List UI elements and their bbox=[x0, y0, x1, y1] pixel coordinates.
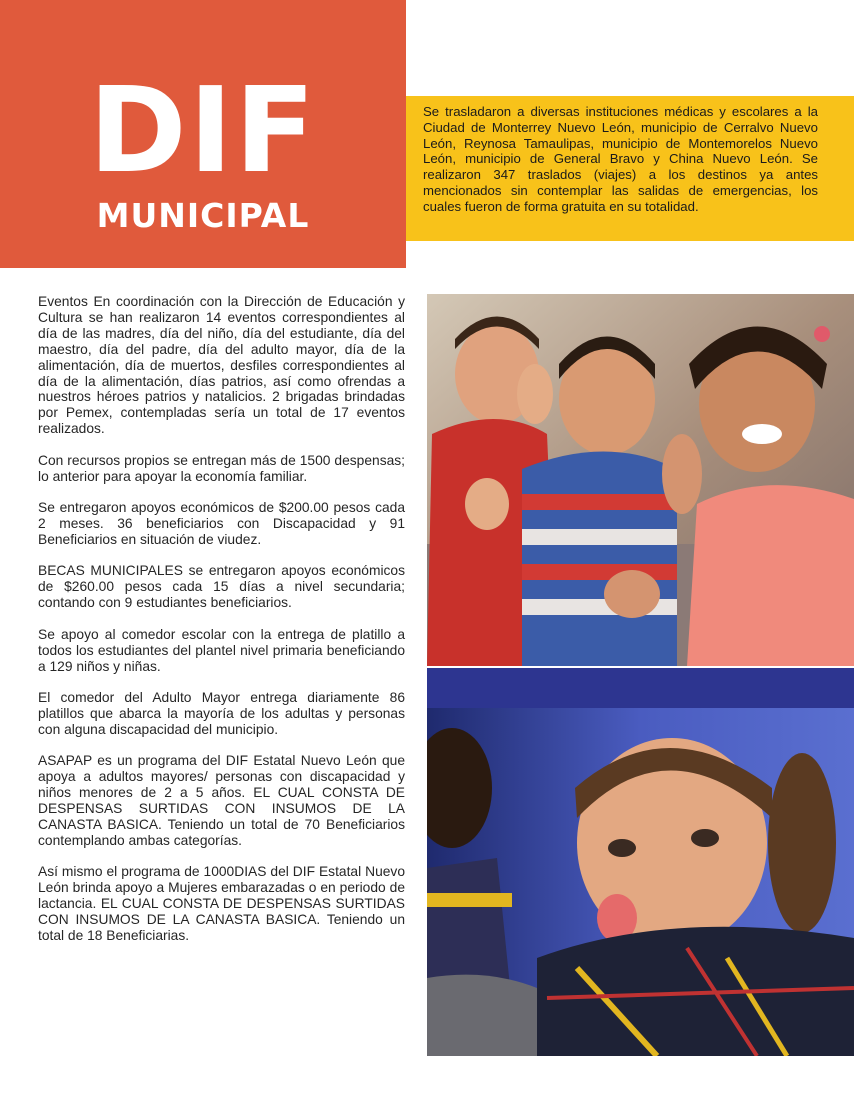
page-title: DIF bbox=[88, 61, 318, 199]
paragraph-comedor-adulto-mayor: El comedor del Adulto Mayor entrega diariamente 86 platillos que abarca la mayoría de los adultas y personas con alguna discapacidad del municipio. bbox=[38, 690, 405, 737]
paragraph-asapap: ASAPAP es un programa del DIF Estatal Nuevo León que apoya a adultos mayores/ personas con discapacidad y niños menores de 2 a 5 años. EL CUAL CONSTA DE DESPENSAS SURTIDAS CON INSUMOS DE LA CANASTA BASICA. Teniendo un total de 70 Beneficiarios contemplando ambas categorías. bbox=[38, 753, 405, 848]
paragraph-eventos: Eventos En coordinación con la Dirección de Educación y Cultura se han realizaron 14 eventos correspondientes al día de las madres, día del niño, día del estudiante, día del maestro, día del padre, día del adulto mayor, día de la alimentación, día de muertos, desfiles correspondientes al día de la alimentación, días patrios, así como ofrendas a nuestros héroes patrios y natalicios. 2 brigadas brindadas por Pemex, contempladas sería un total de 17 eventos realizados. bbox=[38, 294, 405, 437]
paragraph-despensas: Con recursos propios se entregan más de 1500 despensas; lo anterior para apoyar la economía familiar. bbox=[38, 452, 405, 484]
paragraph-comedor-escolar: Se apoyo al comedor escolar con la entrega de platillo a todos los estudiantes del plantel nivel primaria beneficiando a 129 niños y niñas. bbox=[38, 626, 405, 674]
page-subtitle: MUNICIPAL bbox=[96, 196, 310, 235]
paragraph-1000dias: Así mismo el programa de 1000DIAS del DIF Estatal Nuevo León brinda apoyo a Mujeres embarazadas o en periodo de lactancia. EL CUAL CONSTA DE DESPENSAS SURTIDAS CON INSUMOS DE LA CANASTA BASICA. Teniendo un total de 18 Beneficiarias. bbox=[38, 864, 405, 944]
highlight-text: Se trasladaron a diversas instituciones médicas y escolares a la Ciudad de Monterrey Nuevo León, municipio de Cerralvo Nuevo León, Reynosa Tamaulipas, municipio de Montemorelos Nuevo León, municipio de General Bravo y China Nuevo León. Se realizaron 347 traslados (viajes) a los destinos ya antes mencionados sin contemplar las salidas de emergencias, los cuales fueron de forma gratuita en su totalidad. bbox=[423, 104, 818, 214]
paragraph-apoyos-economicos: Se entregaron apoyos económicos de $200.00 pesos cada 2 meses. 36 beneficiarios con Discapacidad y 91 Beneficiarios en situación de viudez. bbox=[38, 500, 405, 547]
paragraph-becas: BECAS MUNICIPALES se entregaron apoyos económicos de $260.00 pesos cada 15 días a nivel secundaria; contando con 9 estudiantes beneficiarios. bbox=[38, 563, 405, 611]
body-text-column bbox=[38, 294, 405, 960]
photo-children-clapping bbox=[427, 294, 854, 666]
photo-girl-smiling bbox=[427, 668, 854, 1056]
header-block bbox=[0, 0, 406, 268]
